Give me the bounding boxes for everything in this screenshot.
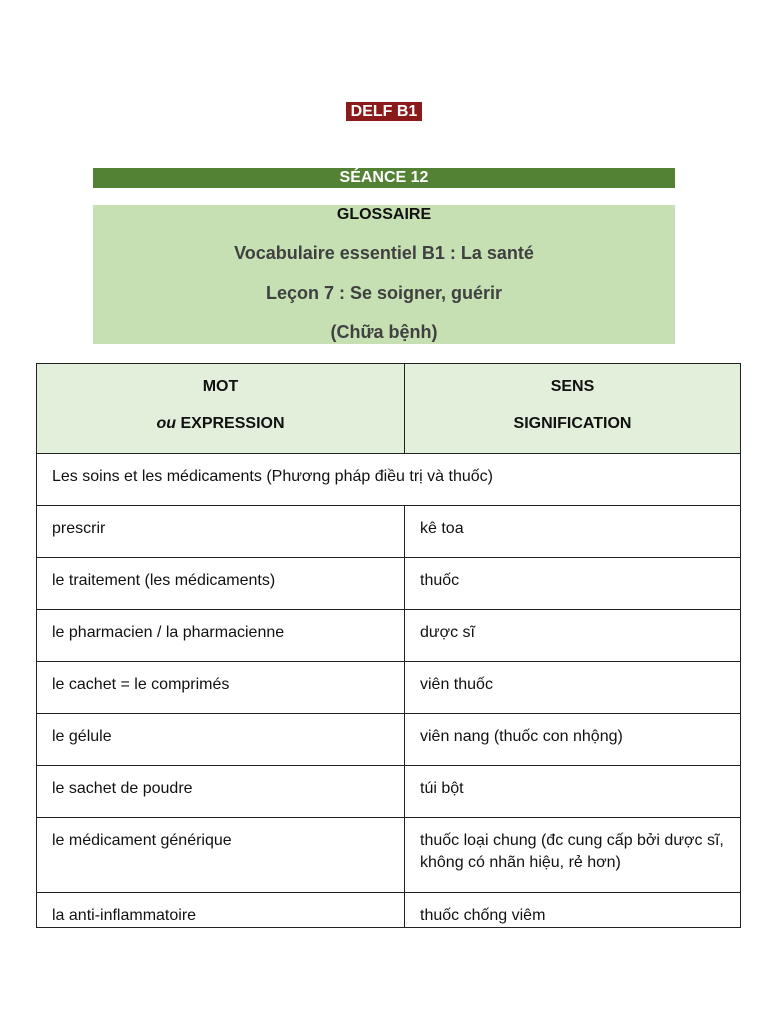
table-row [37, 818, 741, 893]
sens-cell: thuốc [405, 558, 741, 610]
header-expression-line [41, 413, 400, 435]
header-cell-mot [37, 364, 405, 454]
header-ou: ou [156, 415, 177, 432]
section-row [37, 454, 741, 506]
header-signification: SIGNIFICATION [513, 415, 632, 432]
glossary-subtitle: Vocabulaire essentiel B1 : La santé [234, 243, 534, 263]
level-badge: DELF B1 [346, 102, 422, 121]
glossary-title: GLOSSAIRE [336, 206, 432, 223]
sens-cell: viên nang (thuốc con nhộng) [405, 714, 741, 766]
table-row [37, 558, 741, 610]
mot-cell: le traitement (les médicaments) [37, 558, 405, 610]
sens-cell: thuốc loại chung (đc cung cấp bởi dược sĩ, không có nhãn hiệu, rẻ hơn) [405, 818, 741, 893]
section-title: Les soins et les médicaments (Phương pháp điều trị và thuốc) [37, 454, 741, 506]
lesson-translation: (Chữa bệnh) [330, 322, 438, 342]
mot-cell: le gélule [37, 714, 405, 766]
mot-cell: le sachet de poudre [37, 766, 405, 818]
mot-cell: le pharmacien / la pharmacienne [37, 610, 405, 662]
mot-cell: le cachet = le comprimés [37, 662, 405, 714]
table-row [37, 893, 741, 928]
table-row [37, 506, 741, 558]
header-cell-sens [405, 364, 741, 454]
mot-cell: la anti-inflammatoire [37, 893, 405, 928]
table-header-row [37, 364, 741, 454]
sens-cell: kê toa [405, 506, 741, 558]
table-row [37, 610, 741, 662]
mot-cell: le médicament générique [37, 818, 405, 893]
sens-cell: túi bột [405, 766, 741, 818]
table-row [37, 714, 741, 766]
sens-cell: thuốc chống viêm [405, 893, 741, 928]
glossary-box [93, 205, 675, 344]
vocabulary-table [36, 363, 741, 928]
seance-banner: SÉANCE 12 [93, 168, 675, 188]
sens-cell: viên thuốc [405, 662, 741, 714]
header-expression: EXPRESSION [180, 415, 285, 432]
sens-cell: dược sĩ [405, 610, 741, 662]
table-row [37, 766, 741, 818]
mot-cell: prescrir [37, 506, 405, 558]
header-sens: SENS [550, 378, 595, 395]
table-row [37, 662, 741, 714]
lesson-title: Leçon 7 : Se soigner, guérir [265, 283, 503, 303]
header-mot: MOT [202, 378, 239, 395]
